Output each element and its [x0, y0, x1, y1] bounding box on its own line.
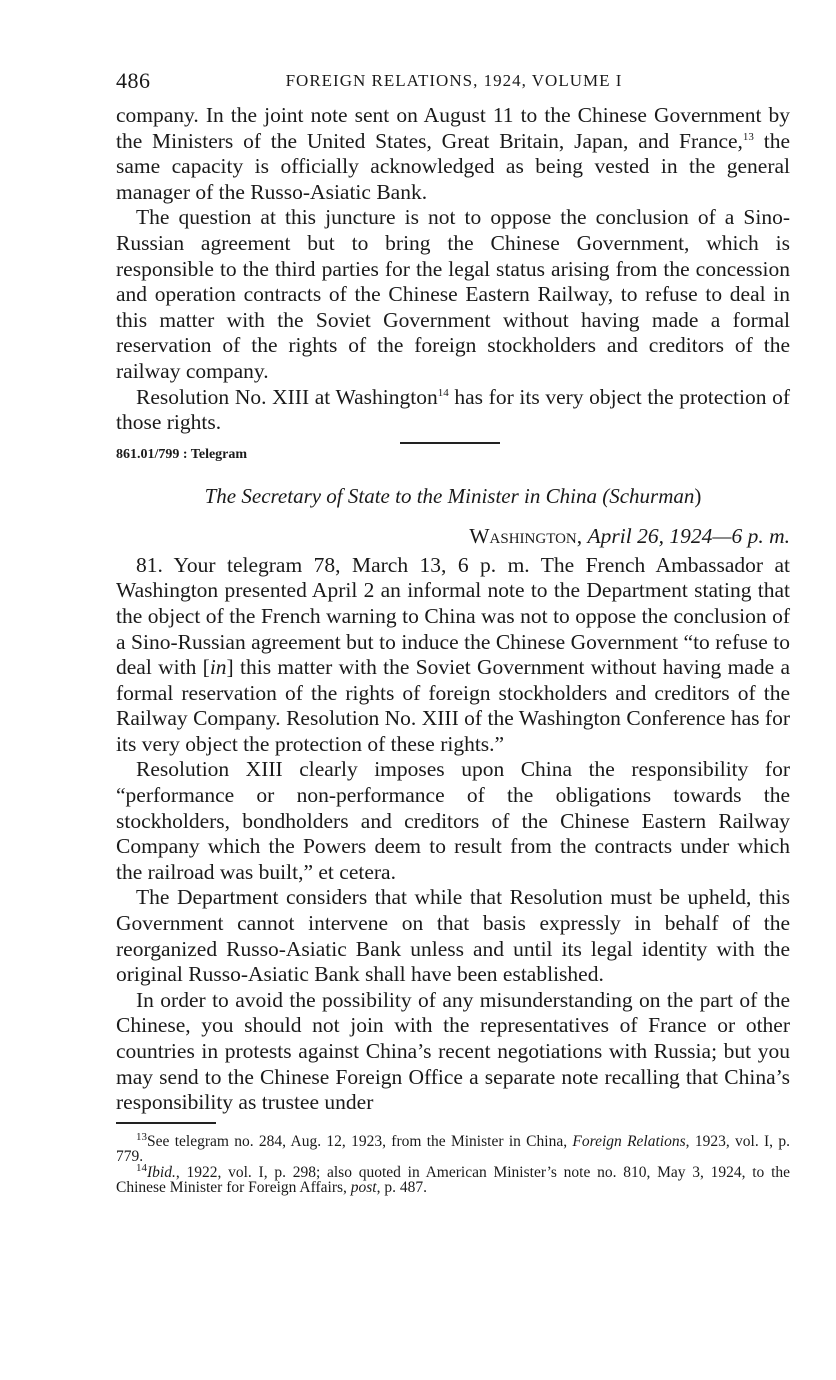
footnotes [116, 1130, 790, 1197]
footnote-rule [116, 1122, 216, 1124]
intro-p3-text-b: has for its very object the protection of those rights. [116, 384, 790, 435]
file-reference: 861.01/799 : Telegram [116, 446, 248, 462]
footnote-14-text-a: , 1922, vol. I, p. 298; also quoted in American Minister’s note no. 810, May 3, 1924, to the Chinese Minister for Foreign Affairs, [116, 1163, 790, 1197]
footnote-13-mark: 13 [136, 1130, 147, 1143]
page-number: 486 [116, 68, 151, 93]
intro-p3-text-a: Resolution No. XIII at Washington [136, 384, 438, 409]
section-separator [400, 442, 500, 444]
footnote-14-post: post [350, 1179, 377, 1197]
document-title [116, 483, 790, 509]
telegram-body [116, 553, 790, 1116]
dateline-place: Washington, [469, 523, 583, 548]
page-body [116, 103, 790, 1196]
telegram-paragraph-2: Resolution XIII clearly imposes upon China the responsibility for “performance or non-performance of the obligations towards the stockholders, bondholders and creditors of the Chinese Eastern Railway Company which the Powers deem to result from the contracts under which the railroad was built,” et cetera. [116, 757, 790, 884]
footnote-14 [116, 1161, 790, 1197]
telegram-p1-text-b: ] this matter with the Soviet Government without having made a formal reservation of the rights of foreign stockholders and creditors of the Railway Company. Resolution No. XIII of the Washington Conference has for its very object the protection of these rights.” [116, 655, 790, 756]
running-head: FOREIGN RELATIONS, 1924, VOLUME I [285, 71, 623, 90]
footnote-13-text-a: See telegram no. 284, Aug. 12, 1923, from the Minister in China, [147, 1132, 573, 1150]
intro-p1-text-b: the same capacity is officially acknowledged as being vested in the general manager of the Russo-Asiatic Bank. [116, 128, 790, 204]
intro-p1-text-a: company. In the joint note sent on August 11 to the Chinese Government by the Ministers of the United States, Great Britain, Japan, and France, [116, 103, 790, 153]
telegram-paragraph-1 [116, 553, 790, 758]
telegram-p1-insertion: in [209, 655, 227, 680]
footnote-14-ibid: Ibid. [147, 1163, 176, 1181]
telegram-p1-text-a: 81. Your telegram 78, March 13, 6 p. m. The French Ambassador at Washington presented April 2 an informal note to the Department stating that the object of the French warning to China was not to oppose the conclusion of a Sino-Russian agreement but to induce the Chinese Government “to refuse to deal with [ [116, 552, 790, 680]
title-text-a: The Secretary of State to the Minister in China ( [204, 483, 610, 508]
footnote-14-mark: 14 [136, 1161, 147, 1174]
intro-paragraph-3 [116, 385, 790, 436]
page-header [116, 68, 792, 98]
footnote-ref-14: 14 [437, 386, 449, 399]
footnote-ref-13: 13 [742, 130, 754, 143]
intro-paragraph-1 [116, 103, 790, 205]
intro-paragraph-2: The question at this juncture is not to oppose the conclusion of a Sino-Russian agreement but to bring the Chinese Government, which is responsible to the third parties for the legal status arising from the concession and operation contracts of the Chinese Eastern Railway, to refuse to deal in this matter with the Soviet Government without having made a formal reservation of the rights of the foreign stockholders and creditors of the railway company. [116, 205, 790, 383]
footnote-14-text-b: , p. 487. [376, 1179, 427, 1197]
dateline-date: April 26, 1924—6 p. m. [587, 523, 790, 548]
title-text-b: ) [694, 483, 702, 508]
telegram-paragraph-4: In order to avoid the possibility of any misunderstanding on the part of the Chinese, you should not join with the representatives of France or other countries in protests against China’s recent negotiations with Russia; but you may send to the Chinese Foreign Office a separate note recalling that China’s responsibility as trustee under [116, 987, 790, 1115]
footnote-13-text-b: , 1923, vol. I, p. 779. [116, 1132, 790, 1166]
footnote-13 [116, 1130, 790, 1166]
title-minister-name: Schurman [609, 483, 695, 508]
footnote-13-title: Foreign Relations [572, 1132, 686, 1150]
telegram-paragraph-3: The Department considers that while that Resolution must be upheld, this Government cannot intervene on that basis expressly in behalf of the reorganized Russo-Asiatic Bank unless and until its legal identity with the original Russo-Asiatic Bank shall have been established. [116, 885, 790, 987]
dateline [116, 523, 790, 549]
